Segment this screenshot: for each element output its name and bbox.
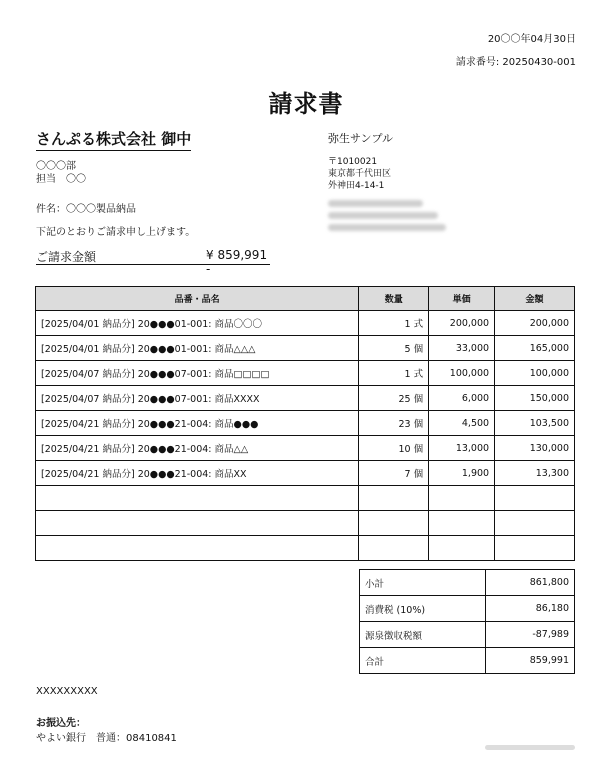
- item-name: [2025/04/07 納品分] 20●●●07-001: 商品□□□□: [36, 361, 359, 386]
- item-name: [36, 486, 359, 511]
- item-amount: 100,000: [495, 361, 575, 386]
- item-name: [36, 536, 359, 561]
- item-unit-price: 13,000: [429, 436, 495, 461]
- item-qty: 25 個: [359, 386, 429, 411]
- item-amount: [495, 511, 575, 536]
- summary-label: 小計: [360, 570, 486, 596]
- table-row: [36, 336, 575, 361]
- col-header-item: 品番・品名: [36, 287, 359, 311]
- item-name: [2025/04/21 納品分] 20●●●21-004: 商品XX: [36, 461, 359, 486]
- bank-heading: お振込先：: [36, 718, 86, 729]
- item-amount: 165,000: [495, 336, 575, 361]
- client-department: 〇〇〇部: [36, 161, 76, 172]
- table-row: [36, 386, 575, 411]
- item-qty: [359, 486, 429, 511]
- invoice-subject: 件名：〇〇〇製品納品: [36, 204, 136, 215]
- item-name: [36, 511, 359, 536]
- document-title: 請求書: [268, 90, 344, 118]
- issuer-postal: 〒1010021: [328, 157, 378, 167]
- item-unit-price: 100,000: [429, 361, 495, 386]
- item-unit-price: 33,000: [429, 336, 495, 361]
- item-unit-price: [429, 536, 495, 561]
- item-amount: 103,500: [495, 411, 575, 436]
- item-qty: 5 個: [359, 336, 429, 361]
- summary-row: [360, 596, 575, 622]
- item-amount: 130,000: [495, 436, 575, 461]
- issuer-address-line1: 東京都千代田区: [328, 169, 392, 179]
- bank-account: やよい銀行 普通：08410841: [36, 733, 177, 744]
- item-name: [2025/04/01 納品分] 20●●●01-001: 商品〇〇〇: [36, 311, 359, 336]
- item-amount: [495, 536, 575, 561]
- summary-label: 消費税 (10%): [360, 596, 486, 622]
- item-name: [2025/04/21 納品分] 20●●●21-004: 商品△△: [36, 436, 359, 461]
- col-header-amount: 金額: [495, 287, 575, 311]
- table-row: [36, 461, 575, 486]
- issuer-address: [328, 156, 391, 192]
- item-qty: 23 個: [359, 411, 429, 436]
- footer-note: XXXXXXXXX: [36, 686, 98, 697]
- table-row: [36, 536, 575, 561]
- summary-value: 861,800: [485, 570, 574, 596]
- invoice-number: 請求番号: 20250430-001: [455, 57, 576, 68]
- item-name: [2025/04/07 納品分] 20●●●07-001: 商品XXXX: [36, 386, 359, 411]
- col-header-unit-price: 単価: [429, 287, 495, 311]
- items-table: [35, 286, 575, 561]
- item-amount: 13,300: [495, 461, 575, 486]
- item-qty: 1 式: [359, 311, 429, 336]
- client-contact: [36, 160, 86, 186]
- summary-value: 86,180: [485, 596, 574, 622]
- item-name: [2025/04/01 納品分] 20●●●01-001: 商品△△△: [36, 336, 359, 361]
- items-header-row: [36, 287, 575, 311]
- item-unit-price: 1,900: [429, 461, 495, 486]
- summary-label: 源泉徴収税額: [360, 622, 486, 648]
- item-qty: [359, 511, 429, 536]
- summary-value: -87,989: [485, 622, 574, 648]
- table-row: [36, 311, 575, 336]
- summary-row: [360, 648, 575, 674]
- summary-table: [359, 569, 575, 674]
- item-amount: [495, 486, 575, 511]
- table-row: [36, 411, 575, 436]
- billing-amount-label: ご請求金額: [36, 250, 97, 264]
- issuer-address-line2: 外神田4-14-1: [328, 181, 385, 191]
- invoice-message: 下記のとおりご請求申し上げます。: [36, 227, 196, 238]
- col-header-qty: 数量: [359, 287, 429, 311]
- footer-watermark: [485, 745, 575, 750]
- item-name: [2025/04/21 納品分] 20●●●21-004: 商品●●●: [36, 411, 359, 436]
- invoice-date: 20〇〇年04月30日: [487, 34, 576, 45]
- item-qty: 7 個: [359, 461, 429, 486]
- table-row: [36, 511, 575, 536]
- billing-amount: [36, 246, 270, 276]
- item-unit-price: 6,000: [429, 386, 495, 411]
- summary-row: [360, 570, 575, 596]
- summary-value: 859,991: [485, 648, 574, 674]
- item-unit-price: [429, 511, 495, 536]
- client-person: 担当 〇〇: [36, 174, 86, 185]
- item-unit-price: [429, 486, 495, 511]
- issuer-name: 弥生サンプル: [328, 132, 394, 145]
- table-row: [36, 436, 575, 461]
- table-row: [36, 486, 575, 511]
- item-qty: 10 個: [359, 436, 429, 461]
- billing-amount-value: ¥ 859,991 -: [206, 248, 268, 276]
- item-qty: 1 式: [359, 361, 429, 386]
- item-qty: [359, 536, 429, 561]
- redacted-contact-info: [328, 200, 448, 236]
- item-amount: 150,000: [495, 386, 575, 411]
- summary-label: 合計: [360, 648, 486, 674]
- item-unit-price: 200,000: [429, 311, 495, 336]
- client-name: さんぷる株式会社 御中: [36, 128, 191, 151]
- item-unit-price: 4,500: [429, 411, 495, 436]
- table-row: [36, 361, 575, 386]
- item-amount: 200,000: [495, 311, 575, 336]
- summary-row: [360, 622, 575, 648]
